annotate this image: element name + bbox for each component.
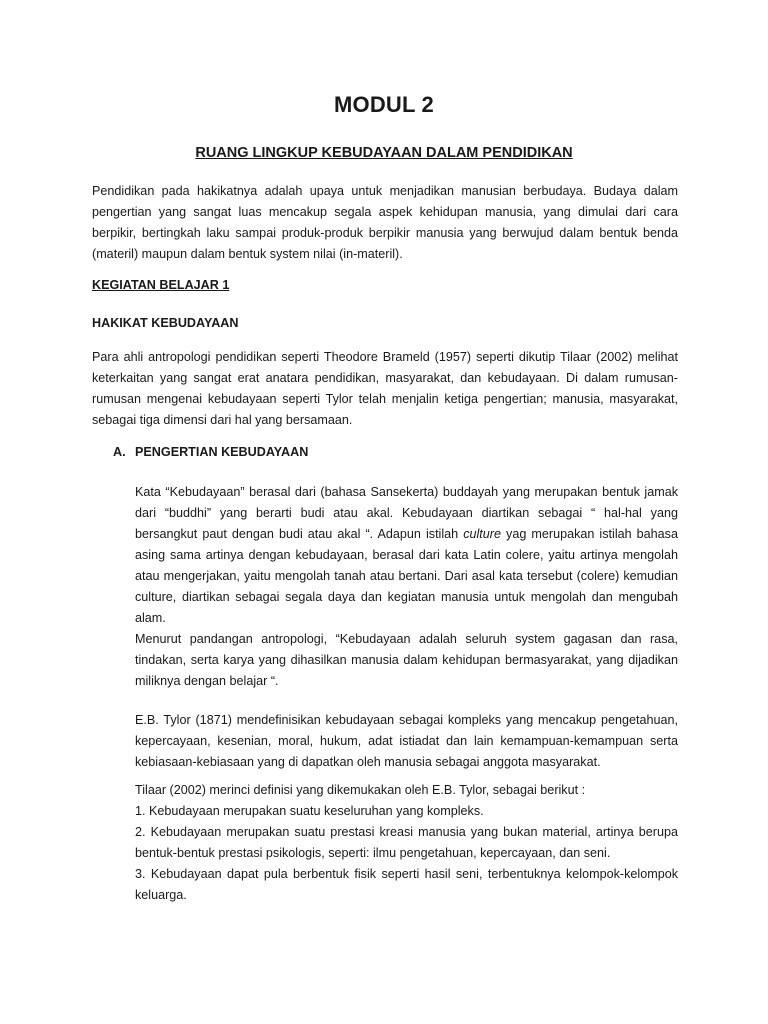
para-a1-part1: Kata “Kebudayaan” berasal dari (bahasa Sansekerta) buddayah yang merupakan bentuk jamak dari “buddhi” yang berarti budi atau akal. Kebudayaan diartikan sebagai “ hal-hal yang bersangkut paut dengan budi atau akal “. Adapun istilah: [135, 485, 678, 541]
section-a-heading: [113, 445, 308, 459]
list-item: 2. Kebudayaan merupakan suatu prestasi kreasi manusia yang bukan material, artinya berupa bentuk-bentuk prestasi psikologis, seperti: ilmu pengetahuan, kepercayaan, dan seni.: [135, 825, 678, 860]
page-title: MODUL 2: [333, 92, 434, 117]
list-item: 3. Kebudayaan dapat pula berbentuk fisik seperti hasil seni, terbentuknya kelompok-kelompok keluarga.: [135, 867, 678, 902]
kegiatan-heading: KEGIATAN BELAJAR 1: [92, 278, 230, 292]
para-a3: E.B. Tylor (1871) mendefinisikan kebudayaan sebagai kompleks yang mencakup pengetahuan, kepercayaan, kesenian, moral, hukum, adat istiadat dan lain kemampuan-kemampuan serta kebiasaan-kebiasaan yang di dapatkan oleh manusia sebagai anggota masyarakat.: [135, 713, 678, 769]
hakikat-heading: HAKIKAT KEBUDAYAAN: [92, 316, 239, 330]
hakikat-paragraph: Para ahli antropologi pendidikan seperti Theodore Brameld (1957) seperti dikutip Tilaar (2002) melihat keterkaitan yang sangat erat anatara pendidikan, masyarakat, dan kebudayaan. Di dalam rumusan-rumusan mengenai kebudayaan seperti Tylor telah menjalin ketiga pengertian; manusia, masyarakat, sebagai tiga dimensi dari hal yang bersamaan.: [92, 350, 678, 427]
para-a1-italic: culture: [463, 527, 502, 541]
section-a-label: PENGERTIAN KEBUDAYAAN: [135, 445, 309, 459]
list-item: 1. Kebudayaan merupakan suatu keseluruhan yang kompleks.: [135, 804, 484, 818]
intro-paragraph: Pendidikan pada hakikatnya adalah upaya untuk menjadikan manusian berbudaya. Budaya dalam pengertian yang sangat luas mencakup segala aspek kehidupan manusia, yang dimulai dari cara berpikir, bertingkah laku sampai produk-produk berpikir manusia yang berwujud dalam bentuk benda (materil) maupun dalam bentuk system nilai (in-materil).: [92, 184, 678, 261]
para-a1: [135, 482, 678, 629]
para-a2: Menurut pandangan antropologi, “Kebudayaan adalah seluruh system gagasan dan rasa, tindakan, serta karya yang dihasilkan manusia dalam kehidupan bermasyarakat, yang dijadikan miliknya dengan belajar “.: [135, 632, 678, 688]
para-a1-part2: yag merupakan istilah bahasa asing sama artinya dengan kebudayaan, berasal dari kata Latin colere, yaitu artinya mengolah atau mengerjakan, yaitu mengolah tanah atau bertani. Dari asal kata tersebut (colere) kemudian culture, diartikan sebagai segala daya dan kegiatan manusia untuk mengolah dan mengubah alam.: [135, 527, 678, 625]
page-subtitle: RUANG LINGKUP KEBUDAYAAN DALAM PENDIDIKAN: [195, 145, 573, 161]
list-intro: Tilaar (2002) merinci definisi yang dikemukakan oleh E.B. Tylor, sebagai berikut :: [135, 783, 586, 797]
section-a-letter: A.: [113, 445, 126, 459]
tylor-list: [135, 780, 678, 906]
